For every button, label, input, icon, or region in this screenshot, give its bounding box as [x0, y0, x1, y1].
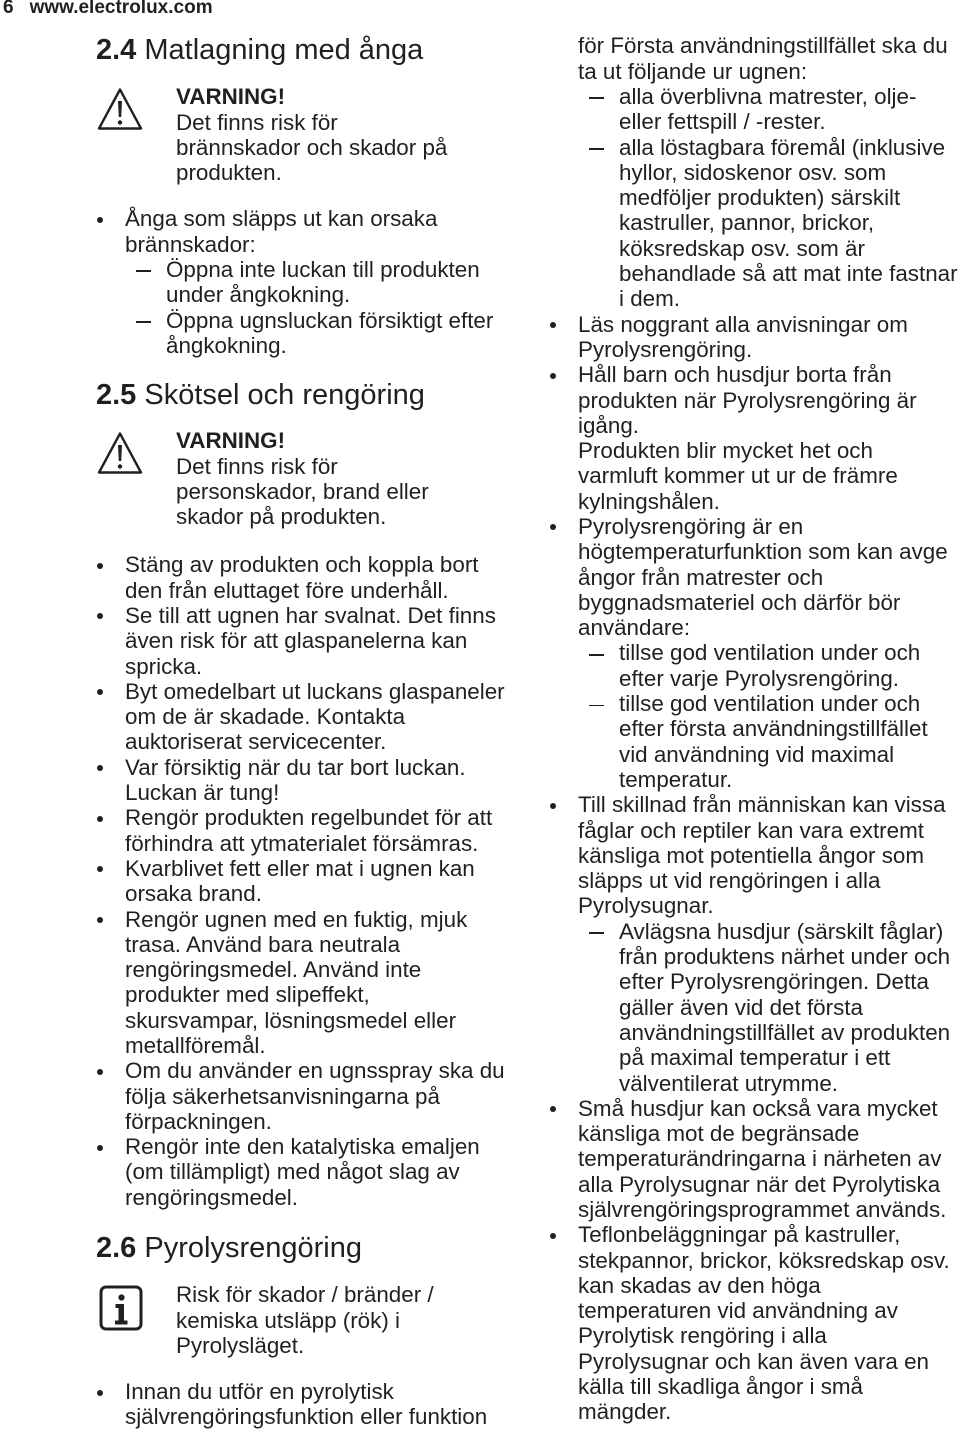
list-item-text: Byt omedelbart ut luckans glaspaneler om de är skadade. Kontakta auktoriserat servicecenter. [125, 678, 505, 755]
list-item-text: Pyrolysrengöring är en högtemperaturfunktion som kan avge ångor från matrester och byggnadsmateriel och därför bör användare: [578, 513, 948, 641]
list-item [97, 603, 505, 679]
sub-list-item [578, 640, 958, 691]
sub-list-item-text: tillse god ventilation under och efter första användningstillfället vid användning vid maximal temperatur. [619, 691, 928, 792]
bullet-marker [97, 765, 103, 771]
bullet-marker [97, 563, 103, 569]
warning-notice [97, 428, 429, 529]
list-item-text: Se till att ugnen har svalnat. Det finns även risk för att glaspanelerna kan spricka. [125, 602, 496, 679]
section-number: 2.5 [96, 379, 137, 411]
warning-label: VARNING! [176, 84, 286, 110]
dash-marker [589, 654, 604, 656]
list-item-text: Rengör produkten regelbundet för att förhindra att ytmaterialet försämras. [125, 805, 493, 856]
warning-triangle-icon [97, 87, 143, 131]
list-item-text: Kvarblivet fett eller mat i ugnen kan orsaka brand. [125, 855, 475, 907]
bullet-list [97, 1379, 487, 1430]
list-item [97, 755, 505, 806]
bullet-marker [97, 613, 103, 619]
list-item-text: Håll barn och husdjur borta från produkten när Pyrolysrengöring är igång. Produkten blir mycket het och varmluft kommer ut ur de främre kylningshålen. [578, 362, 917, 514]
section-title: Matlagning med ånga [144, 34, 424, 66]
warning-label: VARNING! [176, 428, 286, 454]
bullet-marker [97, 1390, 103, 1396]
list-item-text: Små husdjur kan också vara mycket känsliga mot de begränsade temperaturändringarna i närheten av alla Pyrolysugnar när det Pyrolytiska självrengöringsprogrammet används. [578, 1095, 947, 1222]
sub-list-item [125, 308, 493, 359]
bullet-marker [97, 217, 103, 223]
section-title: Pyrolysrengöring [144, 1232, 362, 1264]
website-url: www.electrolux.com [29, 0, 213, 18]
list-item [97, 805, 505, 856]
list-item-text: Till skillnad från människan kan vissa fåglar och reptiler kan vara extremt känsliga mot potentiella ångor som släpps ut vid rengöringen i alla Pyrolysugnar. [578, 792, 946, 919]
section-title: Skötsel och rengöring [144, 379, 425, 411]
sub-list-item-text: tillse god ventilation under och efter varje Pyrolysrengöring. [619, 640, 921, 691]
list-item-text: Ånga som släpps ut kan orsaka brännskador: [125, 206, 438, 257]
list-item [97, 1379, 487, 1430]
bullet-list [97, 206, 493, 358]
list-item [97, 1058, 505, 1134]
section-heading-2-4 [96, 33, 423, 67]
list-item-continuation [550, 33, 958, 311]
list-item [550, 1096, 958, 1222]
sub-list-item [125, 257, 493, 308]
sub-list-item [578, 84, 958, 135]
sub-list-item [578, 135, 958, 312]
list-item-text: Om du använder en ugnsspray ska du följa säkerhetsanvisningarna på förpackningen. [125, 1058, 505, 1134]
bullet-marker [550, 1233, 556, 1239]
bullet-marker [550, 373, 556, 379]
list-item-text: Innan du utför en pyrolytisk självrengöringsfunktion eller funktion [125, 1379, 488, 1430]
bullet-marker [97, 689, 103, 695]
sub-list-item-text: Öppna ugnsluckan försiktigt efter ångkokning. [166, 307, 494, 358]
list-item [97, 907, 505, 1059]
sub-list-item-text: Öppna inte luckan till produkten under ångkokning. [166, 256, 480, 308]
list-item [550, 514, 958, 792]
bullet-marker [550, 524, 556, 530]
dash-marker [589, 705, 604, 707]
bullet-marker [97, 1145, 103, 1151]
warning-text: Det finns risk för personskador, brand eller skador på produkten. [176, 453, 429, 530]
list-item [97, 679, 505, 755]
dash-marker [589, 148, 604, 150]
dash-marker [136, 321, 151, 323]
list-item [550, 362, 958, 514]
section-heading-2-6 [96, 1231, 362, 1265]
bullet-marker [550, 1106, 556, 1112]
list-item [97, 1134, 505, 1210]
list-item [97, 856, 505, 907]
section-number: 2.4 [96, 34, 137, 66]
list-item-text: för Första användningstillfället ska du ta ut följande ur ugnen: [578, 33, 948, 84]
warning-notice [97, 84, 447, 185]
bullet-marker [97, 1069, 103, 1075]
list-item-text: Rengör ugnen med en fuktig, mjuk trasa. Använd bara neutrala rengöringsmedel. Använd inte produkter med slipeffekt, skursvampar, lösningsmedel eller metallföremål. [125, 906, 468, 1058]
list-item [550, 792, 958, 1096]
list-item-text: Teflonbeläggningar på kastruller, stekpannor, brickor, köksredskap osv. kan skadas av den höga temperaturen vid användning av Pyrolytisk rengöring i alla Pyrolysugnar och kan även vara en källa till skadliga ångor i små mängder. [578, 1222, 950, 1425]
info-text: Risk för skador / bränder / kemiska utsläpp (rök) i Pyrolysläget. [176, 1282, 434, 1358]
dash-marker [589, 932, 604, 934]
list-item [550, 1222, 958, 1424]
page-header [3, 0, 213, 16]
info-notice [97, 1282, 434, 1358]
list-item-text: Rengör inte den katalytiska emaljen (om tillämpligt) med något slag av rengöringsmedel. [125, 1134, 480, 1210]
bullet-list-continued [550, 33, 958, 1424]
bullet-marker [97, 866, 103, 872]
page-number: 6 [3, 0, 14, 18]
sub-list-item-text: Avlägsna husdjur (särskilt fåglar) från produktens närhet under och efter Pyrolysrengöringen. Detta gäller även vid det första användningstillfället av produkten på maximal temperatur i ett välventilerat utrymme. [619, 918, 951, 1096]
list-item-text: Stäng av produkten och koppla bort den från eluttaget före underhåll. [125, 552, 479, 603]
section-number: 2.6 [96, 1232, 137, 1264]
bullet-list [97, 552, 505, 1210]
warning-text: Det finns risk för brännskador och skador på produkten. [176, 109, 448, 186]
list-item [550, 312, 958, 363]
sub-list-item-text: alla löstagbara föremål (inklusive hyllor, sidoskenor osv. som medföljer produkten) särskilt kastruller, pannor, brickor, köksredskap osv. som är behandlade så att mat inte fastnar i dem. [619, 134, 958, 312]
sub-list-item-text: alla överblivna matrester, olje- eller fettspill / -rester. [619, 83, 917, 135]
list-item-text: Var försiktig när du tar bort luckan. Luckan är tung! [125, 754, 466, 806]
bullet-marker [550, 803, 556, 809]
list-item [97, 552, 505, 603]
bullet-marker [97, 816, 103, 822]
info-icon [99, 1285, 143, 1331]
dash-marker [136, 270, 151, 272]
sub-list-item [578, 691, 958, 792]
bullet-marker [550, 322, 556, 328]
bullet-marker [97, 917, 103, 923]
dash-marker [589, 97, 604, 99]
list-item [97, 206, 493, 358]
section-heading-2-5 [96, 378, 425, 412]
list-item-text: Läs noggrant alla anvisningar om Pyrolysrengöring. [578, 311, 908, 362]
sub-list-item [578, 919, 958, 1096]
warning-triangle-icon [97, 431, 143, 475]
